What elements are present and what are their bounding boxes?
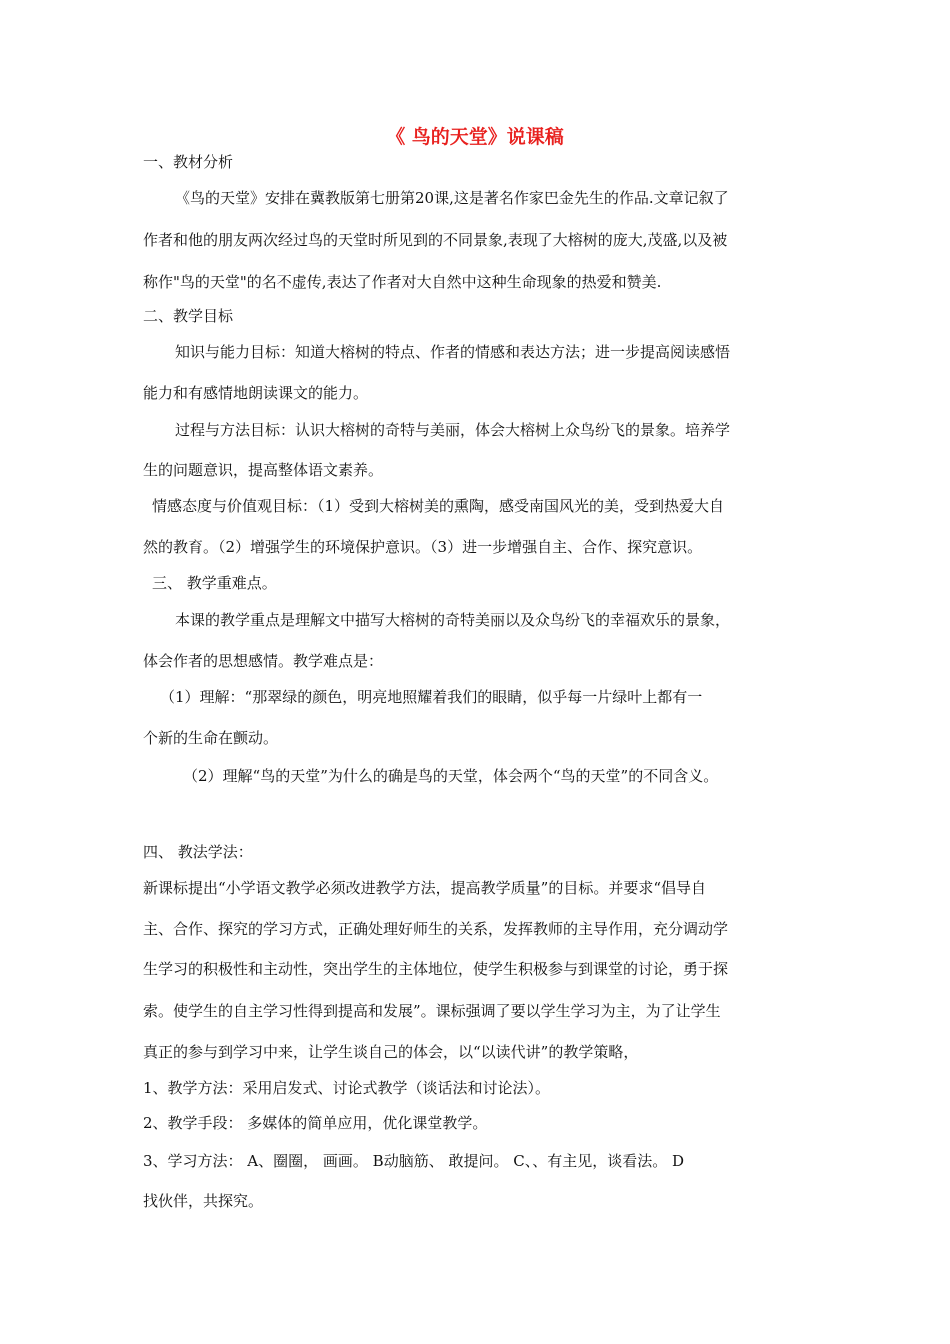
paragraph-line: 真正的参与到学习中来，让学生谈自己的体会，以“以读代讲”的教学策略，: [143, 1043, 639, 1061]
paragraph-line: 本课的教学重点是理解文中描写大榕树的奇特美丽以及众鸟纷飞的幸福欢乐的景象，: [175, 611, 731, 629]
paragraph-line: 找伙伴，共探究。: [143, 1192, 264, 1210]
paragraph-line: 然的教育。（2）增强学生的环境保护意识。（3）进一步增强自主、合作、探究意识。: [143, 538, 703, 556]
paragraph-line: 知识与能力目标：知道大榕树的特点、作者的情感和表达方法；进一步提高阅读感悟: [175, 343, 731, 361]
paragraph-line: 新课标提出“小学语文教学必须改进教学方法，提高教学质量”的目标。并要求“倡导自: [143, 879, 707, 897]
paragraph-line: 生的问题意识，提高整体语文素养。: [143, 461, 384, 479]
section-heading-4: 四、 教法学法：: [143, 843, 253, 861]
paragraph-line: 称作"鸟的天堂"的名不虚传,表达了作者对大自然中这种生命现象的热爱和赞美.: [143, 273, 662, 291]
paragraph-line: （2）理解“鸟的天堂”为什么的确是鸟的天堂，体会两个“鸟的天堂”的不同含义。: [183, 767, 719, 785]
list-item: 1、教学方法：采用启发式、讨论式教学（谈话法和讨论法）。: [143, 1079, 551, 1097]
paragraph-line: 情感态度与价值观目标：（1）受到大榕树美的熏陶，感受南国风光的美，受到热爱大自: [152, 497, 725, 515]
paragraph-line: 个新的生命在颤动。: [143, 729, 279, 747]
list-item: 3、学习方法： A、圈圈， 画画。 B动脑筋、 敢提问。 C、、有主见，谈看法。 D: [143, 1152, 685, 1170]
paragraph-line: 体会作者的思想感情。教学难点是：: [143, 652, 384, 670]
paragraph-line: 生学习的积极性和主动性，突出学生的主体地位，使学生积极参与到课堂的讨论，勇于探: [143, 960, 729, 978]
section-heading-1: 一、教材分析: [143, 153, 234, 171]
section-heading-3: 三、 教学重难点。: [152, 574, 277, 592]
paragraph-line: 过程与方法目标：认识大榕树的奇特与美丽，体会大榕树上众鸟纷飞的景象。培养学: [175, 421, 731, 439]
document-title: 《 鸟的天堂》说课稿: [386, 126, 564, 148]
paragraph-line: （1）理解：“那翠绿的颜色，明亮地照耀着我们的眼睛，似乎每一片绿叶上都有一: [160, 688, 703, 706]
paragraph-line: 作者和他的朋友两次经过鸟的天堂时所见到的不同景象,表现了大榕树的庞大,茂盛,以及被: [143, 231, 728, 249]
section-heading-2: 二、教学目标: [143, 307, 234, 325]
paragraph-line: 主、合作、探究的学习方式，正确处理好师生的关系，发挥教师的主导作用，充分调动学: [143, 920, 729, 938]
paragraph-line: 索。使学生的自主学习性得到提高和发展”。课标强调了要以学生学习为主，为了让学生: [143, 1002, 721, 1020]
list-item: 2、教学手段： 多媒体的简单应用，优化课堂教学。: [143, 1114, 488, 1132]
paragraph-line: 能力和有感情地朗读课文的能力。: [143, 384, 369, 402]
paragraph-line: 《鸟的天堂》安排在冀教版第七册第20课,这是著名作家巴金先生的作品.文章记叙了: [175, 189, 729, 207]
